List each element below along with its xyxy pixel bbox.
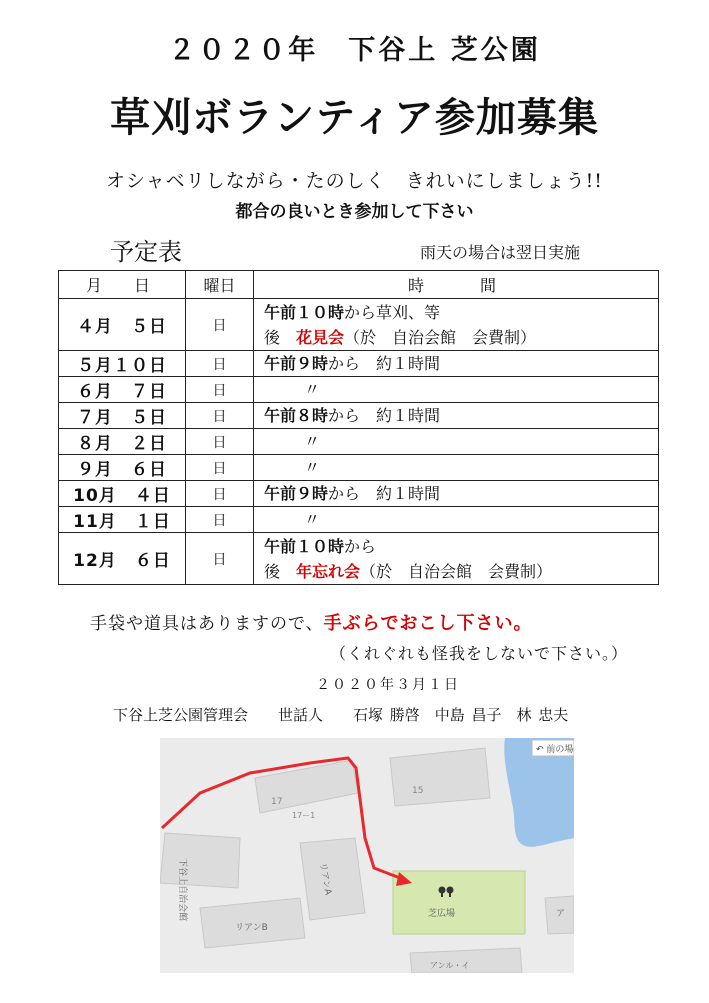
- table-row: [59, 533, 659, 585]
- row-date: ５月１０日: [59, 351, 186, 377]
- row-time: [254, 533, 659, 585]
- schedule-header-row: [59, 271, 659, 299]
- time-rest: から 約１時間: [328, 406, 441, 425]
- gloves-text: 手袋や道具はありますので、: [90, 614, 324, 634]
- column-header-date: 月 日: [59, 271, 186, 299]
- schedule-table: [58, 270, 659, 585]
- row-time: [254, 481, 659, 507]
- building-15: [390, 748, 490, 806]
- map-label-17-1: 17ー1: [292, 811, 316, 820]
- schedule-heading: 予定表: [110, 238, 182, 266]
- row-date: ４月 ５日: [59, 299, 186, 351]
- map-back-label: ↶ 前の場: [536, 745, 574, 755]
- park-area: [393, 871, 525, 934]
- time-bold: 午前１０時: [264, 302, 345, 322]
- injury-note: （くれぐれも怪我をしないで下さい。）: [330, 644, 629, 663]
- row-time: [254, 299, 659, 351]
- after-prefix: 後: [264, 327, 297, 347]
- row-date: ８月 ２日: [59, 429, 186, 455]
- ditto-mark: 〃: [304, 510, 321, 529]
- row-date: 11月 １日: [59, 507, 186, 533]
- row-dow: 日: [186, 351, 254, 377]
- map-back-button[interactable]: [532, 740, 574, 756]
- ditto-mark: 〃: [304, 432, 321, 451]
- event-name: 花見会: [296, 327, 345, 347]
- time-bold: 午前１０時: [264, 536, 345, 556]
- time-bold: 午前８時: [264, 406, 329, 425]
- row-dow: 日: [186, 377, 254, 403]
- subtitle: 都合の良いとき参加して下さい: [235, 202, 474, 222]
- table-row: [59, 429, 659, 455]
- page-title: 草刈ボランティア参加募集: [110, 95, 599, 141]
- map-label-rian-a: リアンA: [317, 861, 333, 896]
- ditto-mark: 〃: [304, 380, 321, 399]
- table-row: [59, 507, 659, 533]
- row-dow: 日: [186, 481, 254, 507]
- gloves-emphasis: 手ぶらでおこし下さい。: [323, 613, 533, 634]
- event-detail: （於 自治会館 会費制）: [344, 327, 537, 347]
- building-hall: [160, 833, 240, 888]
- table-row: [59, 403, 659, 429]
- column-header-time: 時 間: [254, 271, 659, 299]
- time-bold: 午前９時: [264, 354, 329, 373]
- row-date: 10月 ４日: [59, 481, 186, 507]
- event-detail: （於 自治会館 会費制）: [360, 561, 553, 581]
- time-bold: 午前９時: [264, 484, 329, 503]
- table-row: [59, 455, 659, 481]
- row-dow: 日: [186, 299, 254, 351]
- map-label-a: ア: [556, 909, 566, 919]
- rain-note: 雨天の場合は翌日実施: [420, 243, 581, 262]
- ditto-mark: 〃: [304, 458, 321, 477]
- building-rian-a: [300, 838, 365, 920]
- after-prefix: 後: [264, 561, 297, 581]
- row-time: [254, 507, 659, 533]
- table-row: [59, 481, 659, 507]
- map-label-park: 芝広場: [428, 909, 456, 919]
- row-dow: 日: [186, 429, 254, 455]
- column-header-dow: 曜日: [186, 271, 254, 299]
- table-row: [59, 299, 659, 351]
- organizer-line: 下谷上芝公園管理会 世話人 石塚 勝啓 中島 昌子 林 忠夫: [113, 706, 569, 724]
- time-rest: から草刈、等: [344, 302, 441, 322]
- row-date: ６月 ７日: [59, 377, 186, 403]
- row-dow: 日: [186, 507, 254, 533]
- gloves-note: [90, 609, 533, 635]
- row-dow: 日: [186, 533, 254, 585]
- time-rest: から 約１時間: [328, 484, 441, 503]
- issue-date: ２０２０年３月１日: [316, 677, 460, 693]
- row-time: [254, 429, 659, 455]
- map-label-17: 17: [271, 797, 283, 807]
- row-time: [254, 455, 659, 481]
- time-rest: から: [344, 536, 377, 556]
- table-row: [59, 377, 659, 403]
- row-dow: 日: [186, 403, 254, 429]
- map-label-15: 15: [412, 786, 424, 796]
- map-label-bottom: アンル・イ: [430, 961, 470, 970]
- row-time: [254, 403, 659, 429]
- row-time: [254, 351, 659, 377]
- table-row: [59, 351, 659, 377]
- page-title-year: ２０２０年 下谷上 芝公園: [168, 35, 541, 66]
- map-label-rian-b: リアンB: [235, 923, 268, 933]
- map-label-hall: 下谷上自治会館: [177, 858, 187, 922]
- row-time: [254, 377, 659, 403]
- event-name: 年忘れ会: [296, 561, 361, 581]
- tagline: オシャベリしながら・たのしく きれいにしましょう!!: [106, 170, 603, 192]
- location-map[interactable]: [160, 738, 574, 973]
- row-dow: 日: [186, 455, 254, 481]
- row-date: 12月 ６日: [59, 533, 186, 585]
- time-rest: から 約１時間: [328, 354, 441, 373]
- map-canvas: [160, 738, 574, 973]
- row-date: ９月 ６日: [59, 455, 186, 481]
- row-date: ７月 ５日: [59, 403, 186, 429]
